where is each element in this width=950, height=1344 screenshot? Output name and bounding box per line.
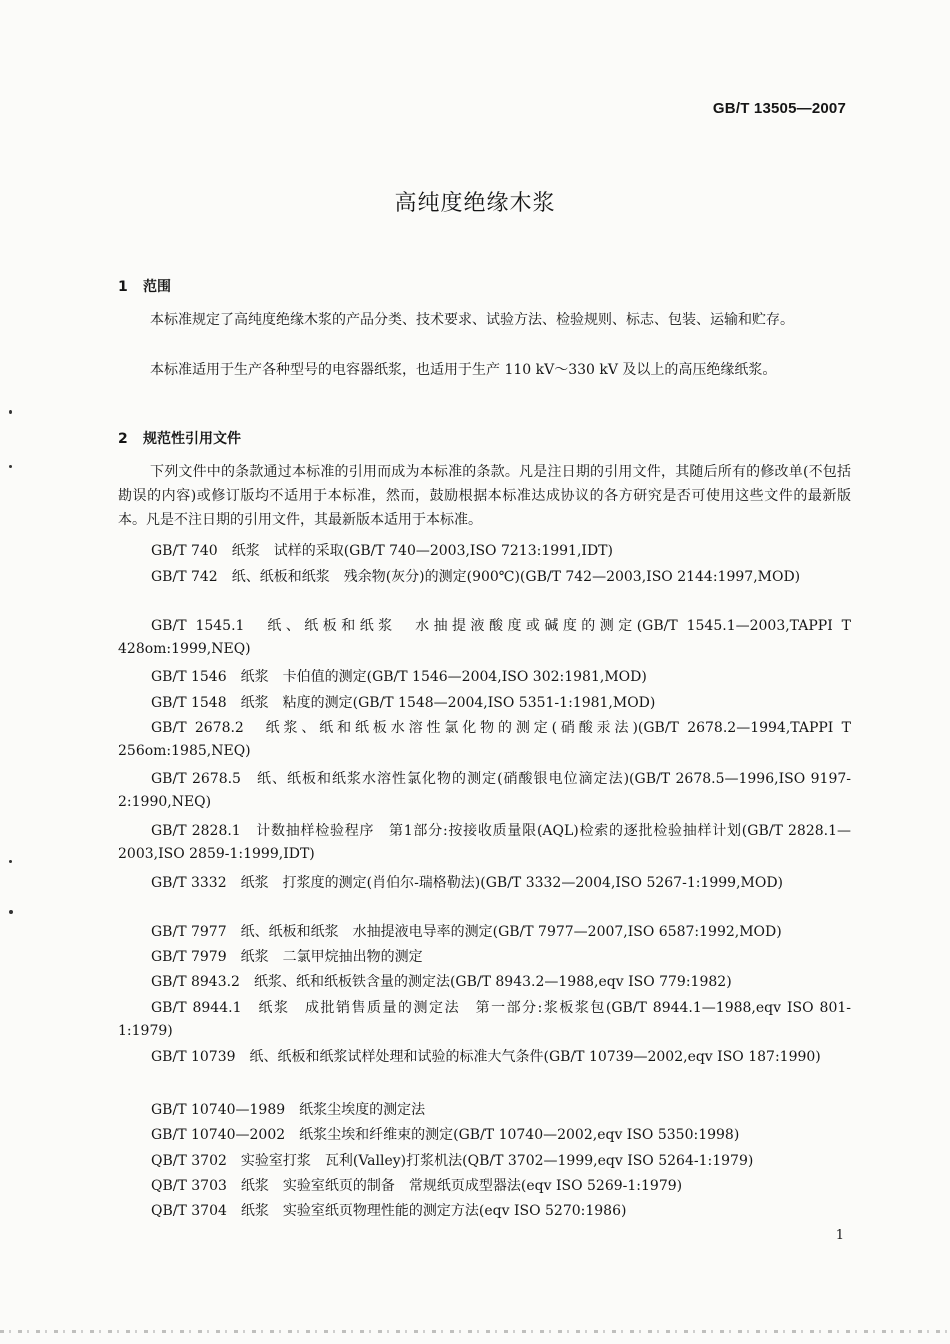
section-1-heading <box>118 276 171 296</box>
section-number: 1 <box>118 279 128 295</box>
section-number: 2 <box>118 431 128 447</box>
reference-item: GB/T 3332 纸浆 打浆度的测定(肖伯尔-瑞格勒法)(GB/T 3332—2004,ISO 5267-1:1999,MOD) <box>151 875 784 891</box>
reference-item: GB/T 8944.1 纸浆 成批销售质量的测定法 第一部分:浆板浆包(GB/T 8944.1—1988,eqv ISO 801-1:1979) <box>118 1000 851 1039</box>
document-title: 高纯度绝缘木浆 <box>394 191 556 216</box>
scan-speck <box>9 910 13 914</box>
reference-item: GB/T 10740—1989 纸浆尘埃度的测定法 <box>151 1102 426 1118</box>
reference-item: GB/T 2678.2 纸浆、纸和纸板水溶性氯化物的测定(硝酸汞法)(GB/T 2678.2—1994,TAPPI T 256om:1985,NEQ) <box>118 720 851 759</box>
reference-item: GB/T 2678.5 纸、纸板和纸浆水溶性氯化物的测定(硝酸银电位滴定法)(GB/T 2678.5—1996,ISO 9197-2:1990,NEQ) <box>118 771 851 810</box>
paragraph: 下列文件中的条款通过本标准的引用而成为本标准的条款。凡是注日期的引用文件，其随后所有的修改单(不包括勘误的内容)或修订版均不适用于本标准，然而，鼓励根据本标准达成协议的各方研究是否可使用这些文件的最新版本。凡是不注日期的引用文件，其最新版本适用于本标准。 <box>118 464 851 528</box>
reference-item: GB/T 8943.2 纸浆、纸和纸板铁含量的测定法(GB/T 8943.2—1988,eqv ISO 779:1982) <box>151 974 732 990</box>
reference-item: GB/T 10739 纸、纸板和纸浆试样处理和试验的标准大气条件(GB/T 10739—2002,eqv ISO 187:1990) <box>151 1049 821 1065</box>
reference-item: GB/T 2828.1 计数抽样检验程序 第1部分:按接收质量限(AQL)检索的逐批检验抽样计划(GB/T 2828.1—2003,ISO 2859-1:1999,IDT) <box>118 823 851 862</box>
paragraph: 本标准适用于生产各种型号的电容器纸浆，也适用于生产 110 kV～330 kV 及以上的高压绝缘纸浆。 <box>150 362 777 378</box>
reference-item: QB/T 3704 纸浆 实验室纸页物理性能的测定方法(eqv ISO 5270:1986) <box>151 1203 627 1219</box>
scan-speck <box>9 860 12 863</box>
section-title: 规范性引用文件 <box>143 431 241 447</box>
reference-item: QB/T 3702 实验室打浆 瓦利(Valley)打浆机法(QB/T 3702—1999,eqv ISO 5264-1:1979) <box>151 1153 754 1169</box>
paragraph: 本标准规定了高纯度绝缘木浆的产品分类、技术要求、试验方法、检验规则、标志、包装、运输和贮存。 <box>150 312 794 328</box>
standard-code: GB/T 13505—2007 <box>712 100 846 117</box>
reference-item: GB/T 742 纸、纸板和纸浆 残余物(灰分)的测定(900℃)(GB/T 742—2003,ISO 2144:1997,MOD) <box>151 569 801 585</box>
reference-item: GB/T 740 纸浆 试样的采取(GB/T 740—2003,ISO 7213:1991,IDT) <box>151 543 613 559</box>
reference-item: GB/T 1545.1 纸、纸板和纸浆 水抽提液酸度或碱度的测定(GB/T 1545.1—2003,TAPPI T 428om:1999,NEQ) <box>118 618 851 657</box>
reference-item: GB/T 7979 纸浆 二氯甲烷抽出物的测定 <box>151 949 423 965</box>
reference-item: QB/T 3703 纸浆 实验室纸页的制备 常规纸页成型器法(eqv ISO 5269-1:1979) <box>151 1178 683 1194</box>
section-title: 范围 <box>143 279 171 295</box>
scan-speck <box>9 410 12 414</box>
page-number: 1 <box>835 1228 844 1243</box>
reference-item: GB/T 7977 纸、纸板和纸浆 水抽提液电导率的测定(GB/T 7977—2007,ISO 6587:1992,MOD) <box>151 924 782 940</box>
scan-speck <box>9 465 12 468</box>
reference-item: GB/T 1546 纸浆 卡伯值的测定(GB/T 1546—2004,ISO 302:1981,MOD) <box>151 669 647 685</box>
scan-edge <box>0 1330 950 1333</box>
reference-item: GB/T 10740—2002 纸浆尘埃和纤维束的测定(GB/T 10740—2002,eqv ISO 5350:1998) <box>151 1127 740 1143</box>
reference-item: GB/T 1548 纸浆 粘度的测定(GB/T 1548—2004,ISO 5351-1:1981,MOD) <box>151 695 656 711</box>
section-2-heading <box>118 428 241 448</box>
